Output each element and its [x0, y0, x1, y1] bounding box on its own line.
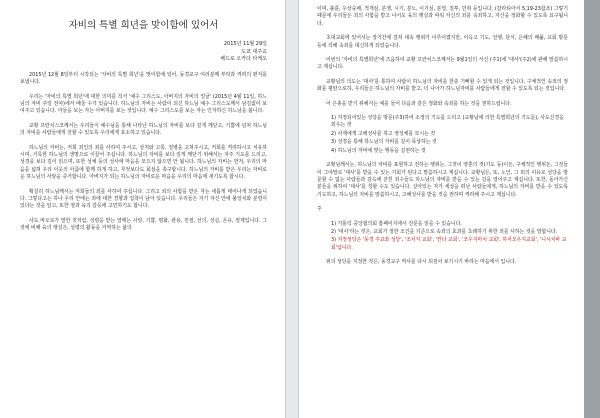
paragraph: 이며, 불륜, 우상숭배, 적개심, 분쟁, 시기, 분노, 이기심, 분열, 질투, 만취 등입니다. (갈라티아서 5,19-23참조) 그렇기 때문에 우리들은 죄의 사함을 받고 나서도 육의 행실과 싸워 자신의 죄를 속죄하고, 자신을 정화할 수 있도록 요구됩니다.: [317, 6, 568, 27]
list-item: 4) 하느님의 자비에 맞는 행동을 실천하는 것: [331, 147, 426, 154]
paragraph: 확실히 하느님께서는 저희들의 죄를 사하여 주십니다. 그리고 죄의 사함을 받은 자는 새롭게 태어나게 되었습니다. 그렇다고는 하나 우리 안에는 죄에 대한 경향과 집착이 남아 있습니다. 우리들은 자기 자신 안에 불일치와 분열이 있다는 것을 알고, 또한 영과 육의 갈등에 고민하기도 합니다.: [20, 188, 267, 210]
page-gap: [285, 0, 299, 418]
paragraph: 교황님께서는, 하느님의 자비를 표현하고 전하는 행위는, 그것이 영혼의 것(기도 등)이든, 구체적인 행위든, 그것들이 그야말로 '대사'를 받을 수 있는 기회가 된다고 말씀하시고 계십니다. 교황님은, 또, 노인, 그 외의 이유로 성당을 방문할 수 없는 사람들과 감옥에 갇힌 죄수들도 하느님의 자비를 받을 수 있는 길을 열어주고 계십니다. 또한, 돌아가신 분들을 위하여 '대사'를 청할 수도 있습니다. 살아있는 자가 세상을 떠난 사람들에게, 하느님의 자비를 받을 수 있도록 기도하고, 하느님의 자비를 말씀하시고, 고해성사를 받을 것을 권하며 격려해 주시고 계십니다.: [317, 162, 568, 198]
paragraph: 우리는 '자비의 특별 희년'에 대한 의미를 칙서 '예수 그리스도, 아버지의 자비의 얼굴' (2015년 4월 11일, 하느님의 자비 주일 전야)에서 배울 수가 있습니다. 하느님의 자비는 사람이 되신 하느님 예수 그리스도께서 남김없이 보여주고 있습니다. 아들을 보는 자는 아버지를 보는 것입니다. 예수 그리스도를 보는 자는 인자하신 하느님을 봅니다.: [20, 93, 267, 115]
author-line: 베드로 오카다 타케오: [220, 56, 267, 63]
note-item: 1) 가톨릭 중앙협의회 홈페이지에서 전문을 읽을 수 있습니다.: [331, 220, 462, 227]
date-line: 2015년 11월 29일: [223, 41, 267, 47]
date-author-block: [20, 41, 267, 64]
note-item: 3) 지정성당은 '동경 주교좌 성당', '조치지 교회', '칸다 교회', '코우지마치 교회', 하치오우지교회', '니시치바 교회'입니다.: [331, 237, 567, 251]
list-item: 3) 성경을 통해 하느님의 자비를 깊이 묵상하는 것: [331, 139, 437, 146]
paragraph: 이번의 '자비의 특별희년'에 즈음하여 교황 프란치스코께서는 9월1일의 서신 (주1)에 '대사'(주2)에 관해 말씀하시고 계십니다.: [317, 57, 568, 71]
document-page-left: [0, 0, 285, 418]
paragraph: 사도 바오로가 말한 것처럼, 성령을 받는 열매는 사랑, 기쁨, 평화, 관용, 친절, 선의, 성실, 온유, 절제입니다. 그것에 비해 육의 행실은, 성령의 활동을 거역하는 삶의: [20, 217, 267, 232]
document-title: 자비의 특별 희년을 맞이함에 있어서: [68, 20, 219, 31]
paragraph: 2015년 12월 8일부터 시작되는 '자비의 특별 희년'을 맞이함에 있어, 동경교구 여러분께 부탁과 격려의 편지를 보냅니다.: [20, 71, 267, 86]
paragraph: 교황님의 의도는 '대사'를 통하여 사람이 하느님의 자비를 한층 기뻐할 수 있게 되는 것입니다. 구체적인 속죄의 정화를 평탄으로하, 우리들은 하느님의 자비를 받고, 더 나아가 하느님자비를 사람들에게 전할 수 있도록 되는 것입니다.: [317, 78, 568, 93]
notes-list: [317, 221, 568, 253]
paragraph: 초대교회에 있어서는 장기간에 걸쳐 대속 행위가 이루어졌지만, 이윽고 기도, 선행, 단식, 은혜의 배풂, 교회 방문 등에 의해 속죄를 대신하게 되었습니다.: [317, 35, 568, 49]
purification-list: [317, 115, 568, 155]
notes-tail: 위의 성당을 지정한 것은, 동경교구 역사를 다시 되짚어 보기시기 바라는 마음에서 입니다.: [326, 259, 517, 266]
paragraph: 이 은총을 받기 위해서는 예를 들어 다음과 같은 정화와 속죄를 하는 것을 권하드립니다.: [326, 100, 512, 107]
list-item: 2) 사제에게 고해성사를 하고 영성체를 모시는 것: [331, 130, 436, 137]
office-line: 도쿄 대주교: [241, 48, 267, 55]
list-item: 1) 지정되어있는 성당을 방문(주3)하여 소정의 기도를 드리고 (교황님에 의한 특별희년의 기도문), 사도신경을 외우는 것: [331, 115, 564, 129]
document-page-right: [299, 0, 584, 418]
paragraph: 교황 프란치스코께서는 우리들이 예수님을 통해 나타난 하느님의 자비를 보다 깊게 깨닫고, 기쁨에 넘쳐 하느님의 자비를 사람들에게 전할 수 있도록 우리에게 호소하고 있습니다.: [20, 122, 267, 137]
notes-heading: 주: [317, 206, 322, 213]
paragraph: 하느님의 자비는, 저희 죄인의 죄를 사하여 주시고, 상처와 고통, 질병을 고쳐주시고, 저희를 격려하시고 치유하시며, 거룩한 하느님의 생명으로 이끌어 주십니다. 하느님의 자비를 보다 깊게 깨닫기 위해서는 자주 기도를 드리고, 성경을 보다 깊이 읽으며, 또한 성체 등의 성사에 마음을 모으지 않으면 안 됩니다. 하느님의 자비는 먼저, 우리의 마음을 넓혀 우리 이웃의 아픔에 함께 하게 하고, 무엇보다도 회심을 촉구합니다. 하느님의 자비를 받은 우리는 자비로운 하느님의 사랑을 증거합니다. 아버지가 되는 하느님의 자비로운 마음을 우리의 마음에 새기도록 합시다.: [20, 144, 267, 181]
note-item: 2) '대사'라는 것은, 교회가 정한 조건을 기준으로 속죄의 효과를 초래하기 위한 죄를 사하는 것을 말합니다.: [331, 228, 558, 235]
